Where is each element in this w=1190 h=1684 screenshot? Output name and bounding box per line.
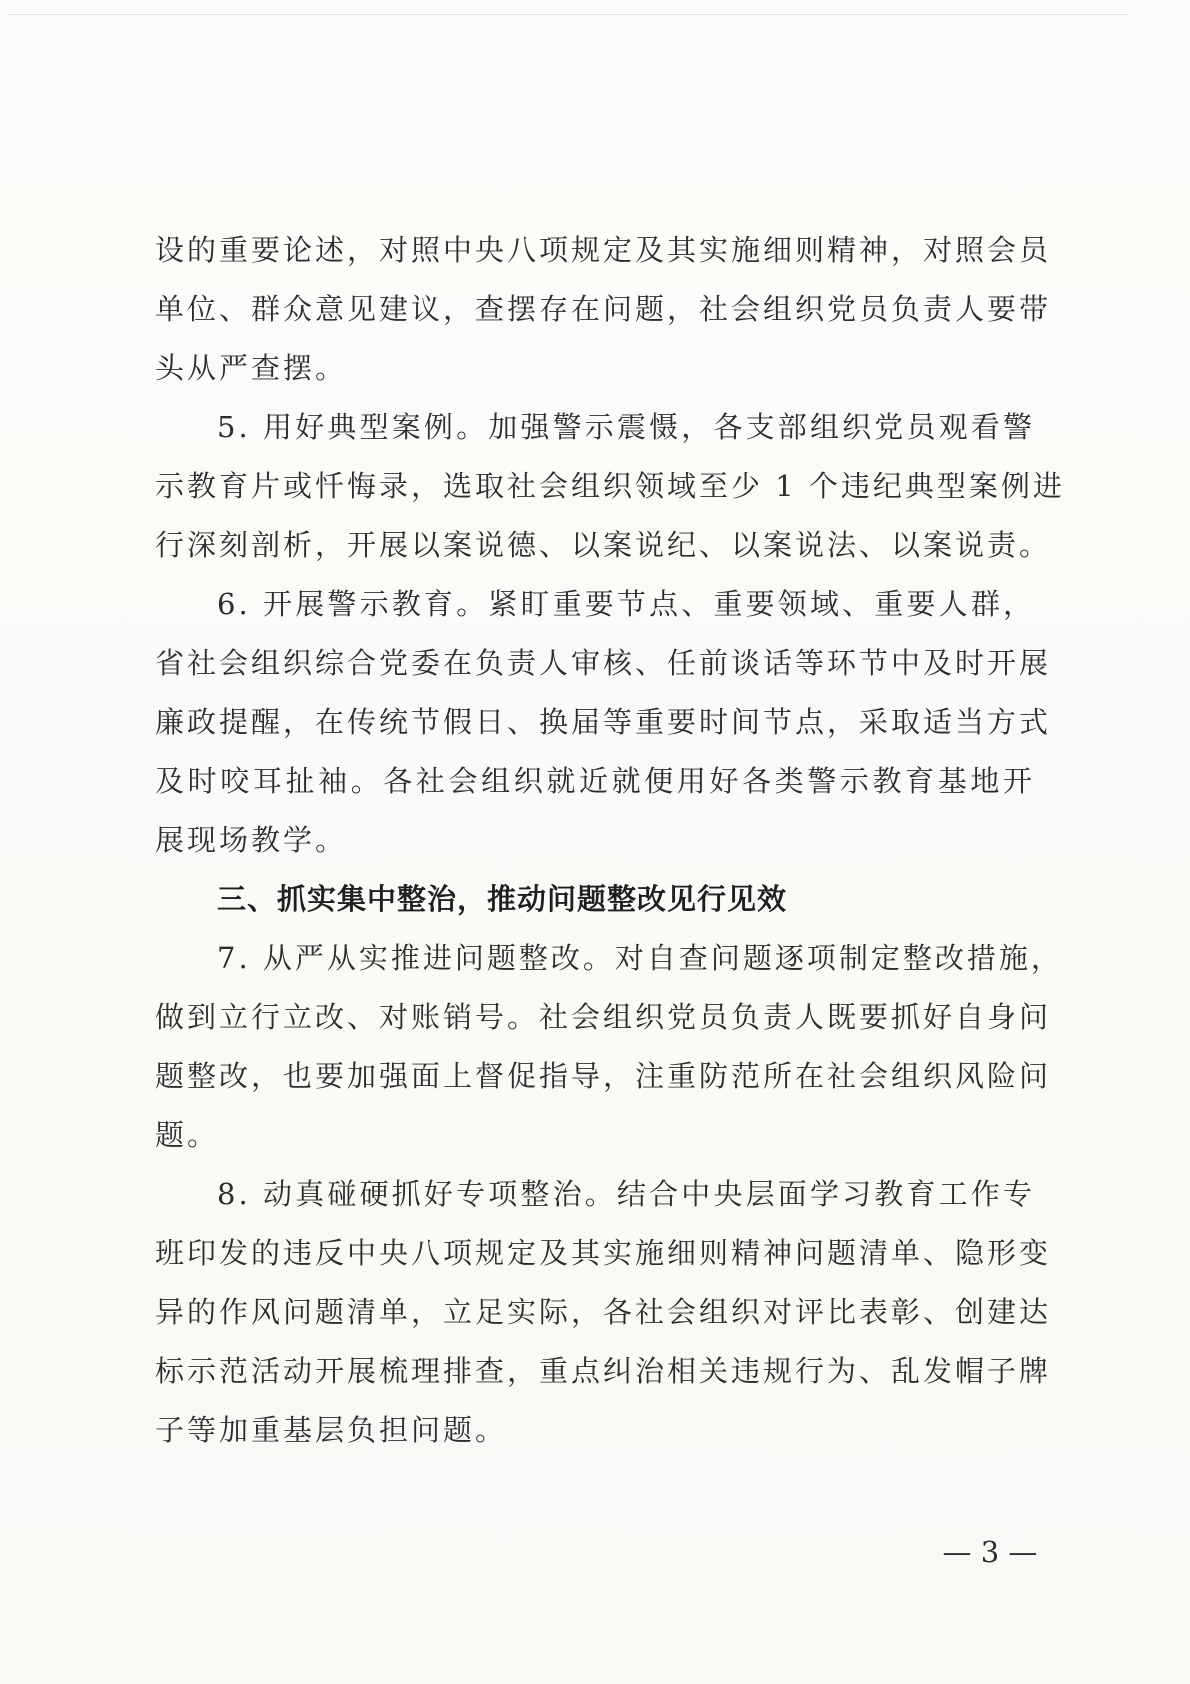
body-line: 设的重要论述，对照中央八项规定及其实施细则精神，对照会员 (155, 233, 1052, 267)
body-line: 题整改，也要加强面上督促指导，注重防范所在社会组织风险问 (155, 1059, 1052, 1093)
document-body (155, 221, 1065, 1460)
body-line: 异的作风问题清单，立足实际，各社会组织对评比表彰、创建达 (155, 1295, 1052, 1329)
item-7-line: 7. 从严从实推进问题整改。对自查问题逐项制定整改措施， (217, 941, 1063, 975)
body-line: 廉政提醒，在传统节假日、换届等重要时间节点，采取适当方式 (155, 705, 1052, 739)
body-line: 示教育片或忏悔录，选取社会组织领域至少 1 个违纪典型案例进 (155, 469, 1065, 503)
item-8-line: 8. 动真碰硬抓好专项整治。结合中央层面学习教育工作专 (217, 1177, 1035, 1211)
body-line: 单位、群众意见建议，查摆存在问题，社会组织党员负责人要带 (155, 292, 1052, 326)
body-line: 展现场教学。 (155, 823, 348, 857)
body-line: 头从严查摆。 (155, 351, 348, 385)
body-line: 标示范活动开展梳理排查，重点纠治相关违规行为、乱发帽子牌 (155, 1354, 1052, 1388)
body-line: 题。 (155, 1118, 220, 1152)
page-number: — 3 — (942, 1535, 1038, 1569)
body-line: 子等加重基层负担问题。 (155, 1413, 508, 1447)
top-border-line (8, 14, 1128, 15)
body-line: 省社会组织综合党委在负责人审核、任前谈话等环节中及时开展 (155, 646, 1052, 680)
section-heading: 三、抓实集中整治，推动问题整改见行见效 (217, 882, 788, 916)
body-line: 及时咬耳扯袖。各社会组织就近就便用好各类警示教育基地开 (155, 764, 1035, 798)
body-line: 班印发的违反中央八项规定及其实施细则精神问题清单、隐形变 (155, 1236, 1052, 1270)
body-line: 行深刻剖析，开展以案说德、以案说纪、以案说法、以案说责。 (155, 528, 1052, 562)
item-6-line: 6. 开展警示教育。紧盯重要节点、重要领域、重要人群， (217, 587, 1035, 621)
item-5-line: 5. 用好典型案例。加强警示震慑，各支部组织党员观看警 (217, 410, 1035, 444)
body-line: 做到立行立改、对账销号。社会组织党员负责人既要抓好自身问 (155, 1000, 1052, 1034)
